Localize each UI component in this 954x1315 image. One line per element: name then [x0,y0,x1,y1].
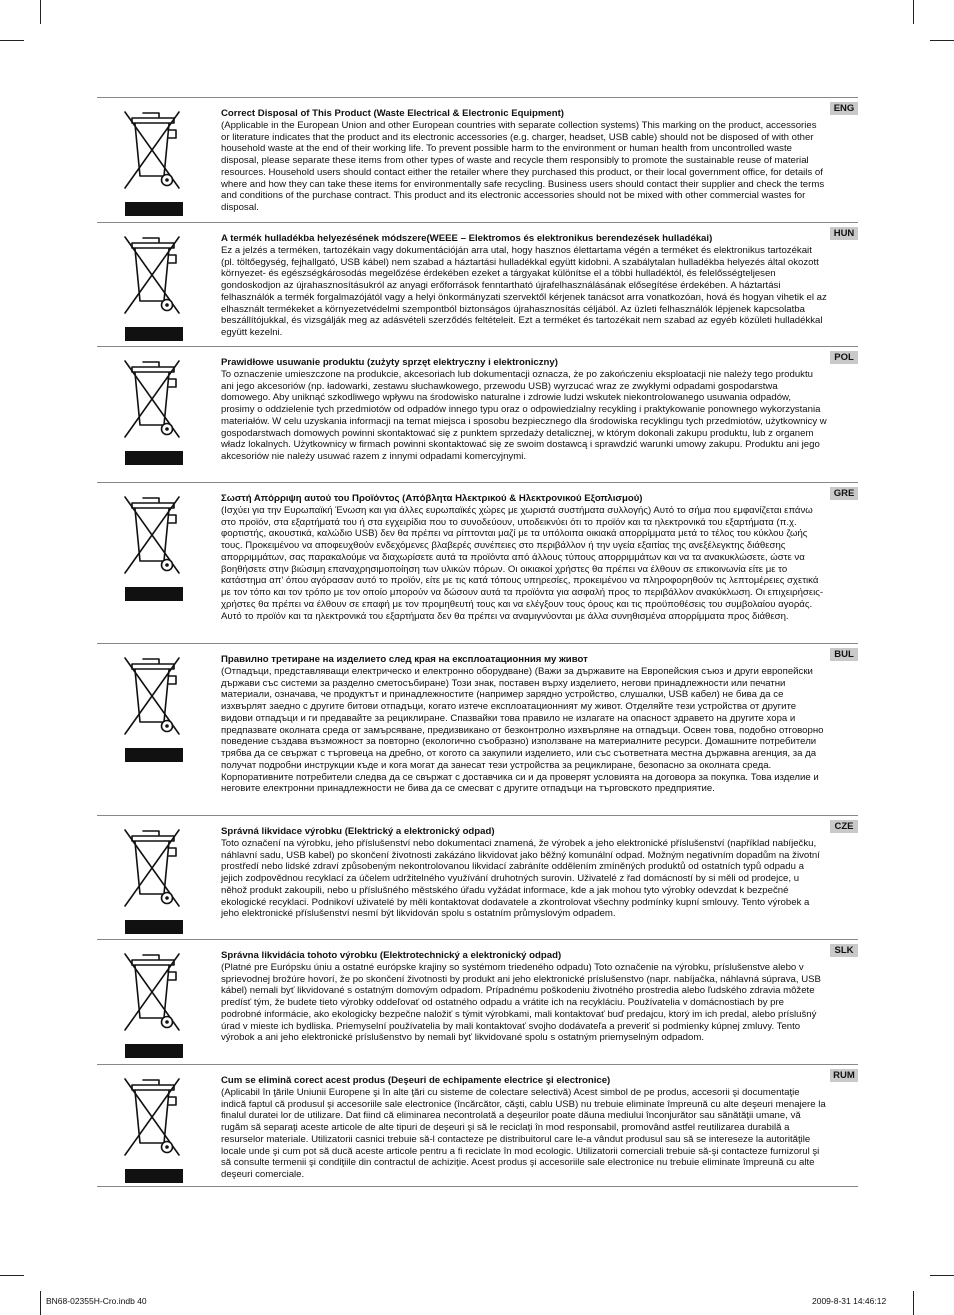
section-title: Prawidłowe usuwanie produktu (zużyty sprzęt elektryczny i elektroniczny) [221,357,558,368]
section-body: (Ισχύει για την Ευρωπαϊκή Ένωση και για άλλες ευρωπαϊκές χώρες με χωριστά συστήματα συλλογής) Αυτό το σήμα που εμφανίζεται επάνω στο προϊόν, στα εξαρτήματά του ή στα εγχειρίδια που το συνοδεύουν, υποδεικνύει ότι το προϊόν και τα ηλεκτρονικά του εξαρτήματα (π.χ. φορτιστής, ακουστικά, καλώδιο USB) δεν θα πρέπει να ρίπτονται μαζί με τα υπόλοιπα οικιακά απορρίμματα μετά το τέλος του κύκλου ζωής τους. Προκειμένου να αποφευχθούν ενδεχόμενες βλαβερές συνέπειες στο περιβάλλον ή την υγεία εξαιτίας της ανεξέλεγκτης διάθεσης απορριμμάτων, σας παρακαλούμε να διαχωρίσετε αυτά τα προϊόντα από άλλους τύπους απορριμμάτων και να τα ανακυκλώσετε, ώστε να βοηθήσετε στην βιώσιμη επαναχρησιμοποίηση των υλικών πόρων. Οι οικιακοί χρήστες θα πρέπει να έλθουν σε επικοινωνία είτε με το κατάστημα απ' όπου αγόρασαν αυτό το προϊόν, είτε με τις κατά τόπους υπηρεσίες, προκειμένου να πληροφορηθούν τις λεπτομέρειες σχετικά με τον τόπο και τον τρόπο με τον οποίο μπορούν να δώσουν αυτά τα προϊόντα για ασφαλή προς το περιβάλλον ανακύκλωση. Οι επιχειρήσεις-χρήστες θα πρέπει να έλθουν σε επαφή με τον προμηθευτή τους και να ελέγξουν τους όρους και τις προϋποθέσεις του συμβολαίου αγοράς. Αυτό το προϊόν και τα ηλεκτρονικά του εξαρτήματα δεν θα πρέπει να αναμιγνύονται με άλλα συνηθισμένα απορρίμματα προς διάθεση. [221,504,824,622]
crossed-out-wheelie-bin-icon [117,826,187,932]
black-bar-mark [125,327,183,341]
footer-timestamp: 2009-8-31 14:46:12 [812,1296,887,1306]
language-badge: POL [830,351,858,364]
language-badge: SLK [830,944,858,957]
language-badge: CZE [830,820,858,833]
language-badge: HUN [830,227,858,240]
section-slk [97,939,858,1064]
section-body: (Aplicabil în ţările Uniunii Europene şi în alte ţări cu sisteme de colectare selectivă) Acest simbol de pe produs, accesorii şi documentaţie indică faptul că produsul şi accesoriile sale electronice (încărcător, căşti, cablu USB) nu trebuie eliminate împreună cu alte deşeuri menajere la finalul duratei lor de utilizare. Dat fiind că eliminarea necontrolată a deşeurilor poate dăuna mediului înconjurător sau sănătăţii umane, vă rugăm să separaţi aceste articole de alte tipuri de deşeuri şi să le reciclaţi în mod responsabil, promovând astfel reutilizarea durabilă a resurselor materiale. Utilizatorii casnici trebuie să-l contacteze pe distribuitorul care le-a vândut produsul sau să se intereseze la autorităţile locale unde şi cum pot să ducă aceste articole pentru a fi reciclate în mod ecologic. Utilizatorii comerciali trebuie să-şi contacteze furnizorul şi să consulte termenii şi condiţiile din contractul de achiziţie. Acest produs şi accesoriile sale electronice nu trebuie eliminate împreună cu alte deşeuri comerciale. [221,1086,826,1180]
section-text [221,950,827,1044]
section-text [221,493,827,622]
crossed-out-wheelie-bin-icon [117,108,187,214]
section-body: (Отпадъци, представляващи електрическо и електронно оборудване) (Важи за държавите на Европейския съюз и други европейски държави със системи за разделно сметосъбиране) Този знак, поставен върху изделието, негови принадлежности или печатни материали, означава, че продуктът и принадлежностите (например зарядно устройство, слушалки, USB кабел) не бива да се изхвърлят заедно с другите битови отпадъци, когато изтече експлоатационният му живот. Отделяйте тези устройства от другите видови отпадъци и ги предавайте за рециклиране. Спазвайки това правило не излагате на опасност здравето на другите хора и предпазвате околната среда от замърсяване, предизвикано от безконтролно изхвърляне на отпадъци. Освен това, подобно отговорно поведение създава възможност за повторно (екологично съобразно) използване на материалните ресурси. Домашните потребители трябва да се свържат с търговеца на дребно, от когото са закупили изделието, или със съответната местна държавна агенция, за да получат подробни инструкции къде и кога могат да занесат тези устройства за рециклиране, безопасно за околната среда. Корпоративните потребители следва да се свържат с доставчика си и да проверят условията на договора за покупка. Това изделие и неговите електронни принадлежности не бива да се смесват с другите отпадъци на търговското предприятие. [221,665,824,795]
section-title: A termék hulladékba helyezésének módszere(WEEE – Elektromos és elektronikus berendezések hulladékai) [221,233,713,244]
section-body: (Platné pre Európsku úniu a ostatné európske krajiny so systémom triedeného odpadu) Toto označenie na výrobku, príslušenstve alebo v sprievodnej brožúre hovorí, že po skončení životnosti by produkt ani jeho elektronické príslušenstvo (napr. nabíjačka, náhlavná súprava, USB kábel) nemali byť likvidované s ostatným domovým odpadom. Prípadnému poškodeniu životného prostredia alebo ľudského zdravia môžete predísť tým, že budete tieto výrobky oddeľovať od ostatného odpadu a vrátite ich na recykláciu. Používatelia v domácnostiach by pre podrobné informácie, ako ekologicky bezpečne naložiť s týmit výrobkami, mali kontaktovať buď predajcu, ktorý im ich predal, alebo príslušný úrad v mieste ich bydliska. Priemyselní používatelia by mali kontaktovať svojho dodávateľa a preveriť si podmienky kúpnej zmluvy. Tento výrobok a ani jeho elektronické príslušenstvo by nemali byť likvidované spolu s ostatným priemyselným odpadom. [221,961,821,1044]
section-bul [97,643,858,815]
black-bar-mark [125,451,183,465]
section-title: Správná likvidace výrobku (Elektrický a elektronický odpad) [221,826,495,837]
section-cze [97,815,858,939]
section-text [221,108,827,214]
section-text [221,1075,827,1181]
section-body: Ez a jelzés a terméken, tartozékain vagy dokumentációján arra utal, hogy hasznos élettartama végén a terméket és elektronikus tartozékait (pl. töltőegység, fejhallgató, USB kábel) nem szabad a háztartási hulladékkal együtt kidobni. A szabálytalan hulladékba helyezés által okozott környezet- és egészségkárosodás megelőzése érdekében ezeket a tárgyakat különítse el a többi hulladéktól, és felelősségteljesen gondoskodjon az újrahasznosításukról az anyagi erőforrások fenntartható újrafelhasználásának elősegítése érdekében. A háztartási felhasználók a termék forgalmazójától vagy a helyi önkormányzati szervektől kérjenek tanácsot arra vonatkozóan, hová és hogyan vihetik el az elhasznált termékeket a környezetvédelmi szempontból biztonságos újrahasznosítás céljából. Az üzleti felhasználók lépjenek kapcsolatba beszállítójukkal, és vizsgálják meg az adásvételi szerződés feltételeit. Ezt a terméket és tartozékait nem szabad az egyéb közületi hulladékkal együtt kezelni. [221,244,827,338]
language-badge: RUM [830,1069,858,1082]
footer-file-info: BN68-02355H-Cro.indb 40 [46,1296,147,1306]
crossed-out-wheelie-bin-icon [117,1075,187,1181]
section-title: Правилно третиране на изделието след края на експлоатационния му живот [221,654,588,665]
black-bar-mark [125,1169,183,1183]
section-title: Cum se elimină corect acest produs (Deşeuri de echipamente electrice şi electronice) [221,1075,611,1086]
crossed-out-wheelie-bin-icon [117,493,187,599]
language-badge: GRE [830,487,858,500]
section-body: To oznaczenie umieszczone na produkcie, akcesoriach lub dokumentacji oznacza, że po zakończeniu eksploatacji nie należy tego produktu ani jego akcesoriów (np. ładowarki, zestawu słuchawkowego, przewodu USB) wyrzucać wraz ze zwykłymi odpadami gospodarstwa domowego. Aby uniknąć szkodliwego wpływu na środowisko naturalne i zdrowie ludzi wskutek niekontrolowanego usuwania odpadów, prosimy o oddzielenie tych przedmiotów od odpadów innego typu oraz o odpowiedzialny recykling i praktykowanie ponownego wykorzystania materiałów. W celu uzyskania informacji na temat miejsca i sposobu bezpiecznego dla środowiska recyklingu tych przedmiotów, użytkownicy w gospodarstwach domowych powinni skontaktować się z punktem sprzedaży detalicznej, w którym dokonali zakupu produktu, lub z organem władz lokalnych. Użytkownicy w firmach powinni skontaktować się ze swoim dostawcą i sprawdzić warunki umowy zakupu. Produktu ani jego akcesoriów nie należy usuwać razem z innymi odpadami komercyjnymi. [221,368,827,462]
weee-sections [97,97,858,1187]
section-title: Correct Disposal of This Product (Waste Electrical & Electronic Equipment) [221,108,564,119]
crossed-out-wheelie-bin-icon [117,654,187,760]
black-bar-mark [125,920,183,934]
crossed-out-wheelie-bin-icon [117,233,187,339]
section-title: Správna likvidácia tohoto výrobku (Elektrotechnický a elektronický odpad) [221,950,562,961]
crossed-out-wheelie-bin-icon [117,357,187,463]
section-hun [97,222,858,346]
section-rum [97,1064,858,1187]
black-bar-mark [125,587,183,601]
section-text [221,826,827,920]
black-bar-mark [125,202,183,216]
section-pol [97,346,858,482]
black-bar-mark [125,748,183,762]
section-gre [97,482,858,643]
black-bar-mark [125,1044,183,1058]
section-title: Σωστή Απόρριψη αυτού του Προϊόντος (Απόβλητα Ηλεκτρικού & Ηλεκτρονικού Εξοπλισμού) [221,493,643,504]
section-text [221,654,827,795]
section-text [221,233,827,339]
section-text [221,357,827,463]
language-badge: ENG [830,102,858,115]
section-body: (Applicable in the European Union and other European countries with separate collection systems) This marking on the product, accessories or literature indicates that the product and its electronic accessories (e.g. charger, headset, USB cable) should not be disposed of with other household waste at the end of their working life. To prevent possible harm to the environment or human health from uncontrolled waste disposal, please separate these items from other types of waste and recycle them responsibly to promote the sustainable reuse of material resources. Household users should contact either the retailer where they purchased this product, or their local government office, for details of where and how they can take these items for environmentally safe recycling. Business users should contact their supplier and check the terms and conditions of the purchase contract. This product and its electronic accessories should not be mixed with other commercial wastes for disposal. [221,119,825,213]
crossed-out-wheelie-bin-icon [117,950,187,1056]
section-eng [97,97,858,222]
language-badge: BUL [830,648,858,661]
section-body: Toto označení na výrobku, jeho příslušenství nebo dokumentaci znamená, že výrobek a jeho elektronické příslušenství (například nabíječku, náhlavní sadu, USB kabel) po skončení životnosti zakázáno likvidovat jako běžný komunální odpad. Možným negativním dopadům na životní prostředí nebo lidské zdraví způsobeným nekontrolovanou likvidací zabráníte oddělením zmíněných produktů od ostatních typů odpadu a jejich zodpovědnou recyklací za účelem udržitelného využívání druhotných surovin. Uživatelé z řad domácností by si měli od prodejce, u něhož produkt zakoupili, nebo u příslušného městského úřadu vyžádat informace, kde a jak mohou tyto výrobky odevzdat k bezpečné ekologické recyklaci. Podnikoví uživatelé by měli kontaktovat dodavatele a zkontrolovat všechny podmínky kupní smlouvy. Tento výrobek a jeho elektronické příslušenství nesmí být likvidován spolu s ostatním průmyslovým odpadem. [221,837,820,920]
